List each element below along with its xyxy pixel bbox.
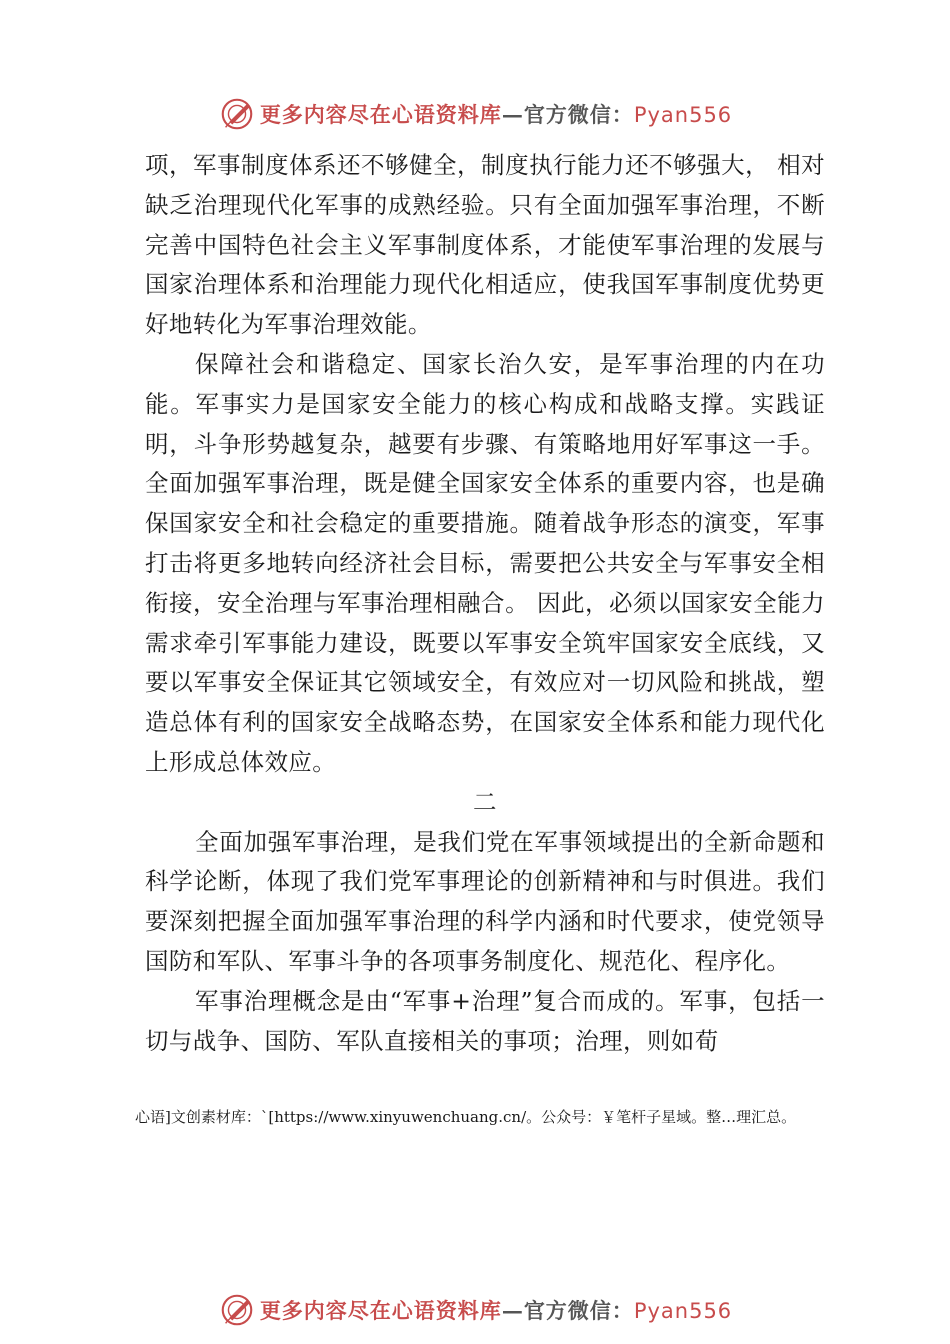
brand-main: 更多内容尽在心语资料库: [259, 1298, 502, 1323]
paragraph: 项，军事制度体系还不够健全，制度执行能力还不够强大， 相对缺乏治理现代化军事的成熟经验。只有全面加强军事治理，不断完善中国特色社会主义军事制度体系，才能使军事治理的发展与国家治理体系和治理能力现代化相适应，使我国军事制度优势更好地转化为军事治理效能。: [145, 151, 825, 339]
paragraph: 军事治理概念是由“军事+治理”复合而成的。军事，包括一切与战争、国防、军队直接相关的事项；治理，则如荀: [145, 986, 825, 1055]
paragraph: 全面加强军事治理，是我们党在军事领域提出的全新命题和科学论断，体现了我们党军事理论的创新精神和与时俱进。我们要深刻把握全面加强军事治理的科学内涵和时代要求，使党领导国防和军队、军事斗争的各项事务制度化、规范化、程序化。: [145, 827, 825, 975]
brand-logo-icon: [218, 1291, 256, 1329]
brand-id: Pyan556: [633, 1299, 733, 1323]
brand-text: [260, 1295, 732, 1325]
page-header: [0, 94, 950, 134]
brand-logo-icon: [218, 95, 256, 133]
document-body: [145, 146, 825, 1061]
brand-id: Pyan556: [633, 103, 733, 127]
section-number: 二: [473, 787, 497, 816]
page-footer: [0, 1290, 950, 1330]
footnote: 心语]文创素材库：`[https://www.xinyuwenchuang.cn/。公众号：￥笔杆子星域。整…理汇总。: [135, 1108, 797, 1126]
brand-sep: —官方微信：: [501, 102, 634, 127]
brand-sep: —官方微信：: [501, 1298, 634, 1323]
brand-main: 更多内容尽在心语资料库: [259, 102, 502, 127]
paragraph: 保障社会和谐稳定、国家长治久安，是军事治理的内在功能。军事实力是国家安全能力的核心构成和战略支撑。实践证明，斗争形势越复杂，越要有步骤、有策略地用好军事这一手。全面加强军事治理，既是健全国家安全体系的重要内容，也是确保国家安全和社会稳定的重要措施。随着战争形态的演变，军事打击将更多地转向经济社会目标，需要把公共安全与军事安全相衔接，安全治理与军事治理相融合。 因此，必须以国家安全能力需求牵引军事能力建设，既要以军事安全筑牢国家安全底线，又要以军事安全保证其它领域安全，有效应对一切风险和挑战，塑造总体有利的国家安全战略态势，在国家安全体系和能力现代化上形成总体效应。: [145, 349, 825, 776]
brand-text: [260, 99, 732, 129]
